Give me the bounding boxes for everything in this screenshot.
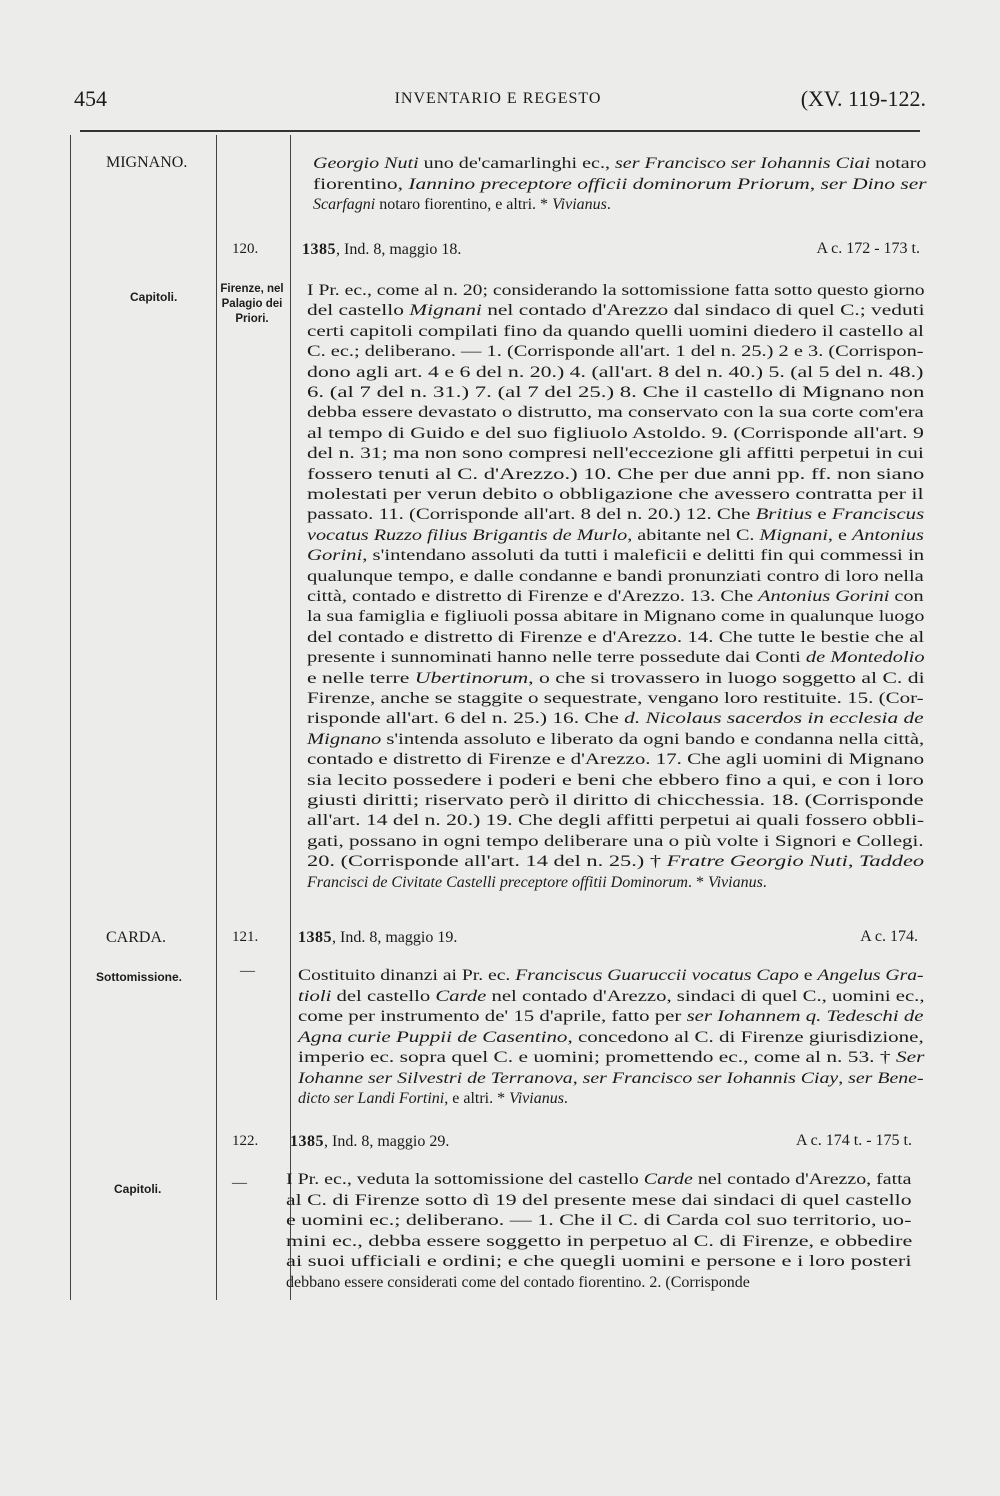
text-line: dicto ser Landi Fortini, e altri. * Vivianus. <box>298 1090 568 1107</box>
text-line: presente i sunnominati hanno nelle terre possedute dai Conti de Montedolio <box>307 649 925 667</box>
text-line: la sua famiglia e figliuoli possa abitare in Mignano come in qualunque luogo <box>307 608 925 626</box>
page-number: 454 <box>74 86 107 111</box>
subject-label: Capitoli. <box>114 1182 162 1196</box>
page-header <box>70 86 926 116</box>
text-line: passato. 11. (Corrisponde all'art. 8 del n. 20.) 12. Che Britius e Franciscus <box>307 506 925 524</box>
text-line: certi capitoli compilati fino da quando quelli uomini diedero il castello al <box>307 322 924 340</box>
text-line: giusti diritti; riservato però il diritto di chicchessia. 18. (Corrisponde <box>307 792 924 809</box>
text-line: Firenze, anche se staggite o sequestrate, vengano loro restituite. 15. (Cor- <box>307 690 924 707</box>
text-line: contado e distretto di Firenze e d'Arezzo. 17. Che agli uomini di Mignano <box>307 751 925 769</box>
text-line: sia lecito possedere i poderi e beni che ebbero fino a qui, e con i loro <box>307 771 924 789</box>
subject-label: Sottomissione. <box>96 970 183 984</box>
text-line: Iohanne ser Silvestri de Terranova, ser Francisco ser Iohannis Ciay, ser Bene- <box>298 1069 924 1087</box>
entry-number: 120. <box>232 241 259 257</box>
text-line: molestati per verun debito o obbligazione che avessero contratta per il <box>307 486 924 503</box>
text-line: Costituito dinanzi ai Pr. ec. Franciscus Guaruccii vocatus Capo e Angelus Gra- <box>298 967 924 984</box>
text-line: Gorini, s'intendano assoluti da tutti i maleficii e delitti fin qui commessi in <box>307 547 925 565</box>
text-line: debbano essere considerati come del contado fiorentino. 2. (Corrisponde <box>286 1274 750 1291</box>
place-name: MIGNANO. <box>106 154 188 171</box>
text-line: dono agli art. 4 e 6 del n. 20.) 4. (all'art. 8 del n. 40.) 5. (al 5 del n. 48.) <box>307 363 924 381</box>
text-line: come per instrumento de' 15 d'aprile, fatto per ser Iohannem q. Tedeschi de <box>298 1008 924 1025</box>
entry-year: 1385 <box>298 929 332 946</box>
text-line: fiorentino, Iannino preceptore officii dominorum Priorum, ser Dino ser <box>313 175 927 193</box>
text-line: del castello Mignani nel contado d'Arezzo dal sindaco di quel C.; veduti <box>307 302 925 320</box>
location-label: Firenze, nel Palagio dei Priori. <box>220 283 284 325</box>
entry-date: , Ind. 8, maggio 18. <box>336 241 462 258</box>
text-line: C. ec.; deliberano. — 1. (Corrisponde all'art. 1 del n. 25.) 2 e 3. (Corrispon- <box>307 343 924 361</box>
text-line: e nelle terre Ubertinorum, o che si trovassero in luogo soggetto al C. di <box>307 669 925 687</box>
entry-date: , Ind. 8, maggio 19. <box>332 929 458 946</box>
text-line: Francisci de Civitate Castelli preceptore offitii Dominorum. * Vivianus. <box>307 873 767 891</box>
location-label: — <box>232 1175 247 1191</box>
entry-date: , Ind. 8, maggio 29. <box>324 1133 450 1150</box>
text-line: risponde all'art. 6 del n. 25.) 16. Che d. Nicolaus sacerdos in ecclesia de <box>307 710 924 728</box>
place-name: CARDA. <box>106 929 167 946</box>
text-line: del contado e distretto di Firenze e d'Arezzo. 14. Che tutte le bestie che al <box>307 628 925 646</box>
entry-number: 122. <box>232 1133 259 1149</box>
text-line: del n. 31; ma non sono compresi nell'eccezione gli affitti perpetui in cui <box>307 445 924 463</box>
archive-reference: A c. 174 t. - 175 t. <box>796 1132 912 1149</box>
text-line: città, contado e distretto di Firenze e d'Arezzo. 13. Che Antonius Gorini con <box>307 588 924 605</box>
subject-label: Capitoli. <box>130 290 178 304</box>
text-line: al tempo di Guido e del suo figliuolo Astoldo. 9. (Corrisponde all'art. 9 <box>307 424 924 442</box>
text-line: fossero tenuti al C. d'Arezzo.) 10. Che per due anni pp. ff. non siano <box>307 465 925 483</box>
text-line: qualunque tempo, e dalle condanne e bandi pronunziati contro di loro nella <box>307 567 924 585</box>
text-line: debba essere devastato o distrutto, ma conservato con la sua corte com'era <box>307 404 924 422</box>
text-line: Mignano s'intenda assoluto e liberato da ogni bando e condanna nella città, <box>307 730 925 748</box>
text-line: Agna curie Puppii de Casentino, concedono al C. di Firenze giurisdizione, <box>298 1028 924 1046</box>
text-line: gati, possano in ogni tempo deliberare una o più volte i Signori e Collegi. <box>307 832 924 850</box>
text-line: e uomini ec.; deliberano. — 1. Che il C. di Carda col suo territorio, uo- <box>286 1212 912 1230</box>
entry-year: 1385 <box>302 241 336 258</box>
margin-line-left <box>70 135 71 1300</box>
running-title: INVENTARIO E REGESTO <box>394 90 602 107</box>
text-line: 6. (al 7 del n. 31.) 7. (al 7 del 25.) 8. Che il castello di Mignano non <box>307 384 925 401</box>
text-line: Scarfagni notaro fiorentino, e altri. * Vivianus. <box>313 196 611 213</box>
text-line: imperio ec. sopra quel C. e uomini; promettendo ec., come al n. 53. † Ser <box>298 1049 925 1066</box>
entry-year: 1385 <box>290 1133 324 1150</box>
text-line: mini ec., debba essere soggetto in perpetuo al C. di Firenze, e obbedire <box>286 1232 913 1250</box>
text-line: ai suoi ufficiali e ordini; e che quegli uomini e persone e i loro posteri <box>286 1253 912 1271</box>
archive-reference: A c. 174. <box>860 928 918 945</box>
text-line: vocatus Ruzzo filius Brigantis de Murlo, abitante nel C. Mignani, e Antonius <box>307 526 924 544</box>
text-line: 20. (Corrisponde all'art. 14 del n. 25.) † Fratre Georgio Nuti, Taddeo <box>307 853 925 871</box>
archive-reference: A c. 172 - 173 t. <box>816 240 920 257</box>
margin-line-2 <box>290 135 291 1300</box>
text-line: I Pr. ec., veduta la sottomissione del castello Carde nel contado d'Arezzo, fatta <box>286 1171 912 1188</box>
entry-heading <box>302 240 461 259</box>
header-rule <box>80 130 920 132</box>
text-line: tioli del castello Carde nel contado d'Arezzo, sindaci di quel C., uomini ec., <box>298 987 925 1005</box>
text-line: all'art. 14 del n. 20.) 19. Che degli affitti perpetui ai quali fossero obbli- <box>307 812 925 830</box>
text-line: Georgio Nuti uno de'camarlinghi ec., ser Francisco ser Iohannis Ciai notaro <box>313 155 927 172</box>
text-line: I Pr. ec., come al n. 20; considerando la sottomissione fatta sotto questo giorno <box>307 282 925 299</box>
entry-number: 121. <box>232 929 259 945</box>
location-label: — <box>240 963 255 979</box>
text-line: al C. di Firenze sotto dì 19 del presente mese dai sindaci di quel castello <box>286 1191 912 1209</box>
entry-heading <box>298 928 457 947</box>
entry-heading <box>290 1132 449 1151</box>
section-reference: (XV. 119-122. <box>800 86 926 111</box>
